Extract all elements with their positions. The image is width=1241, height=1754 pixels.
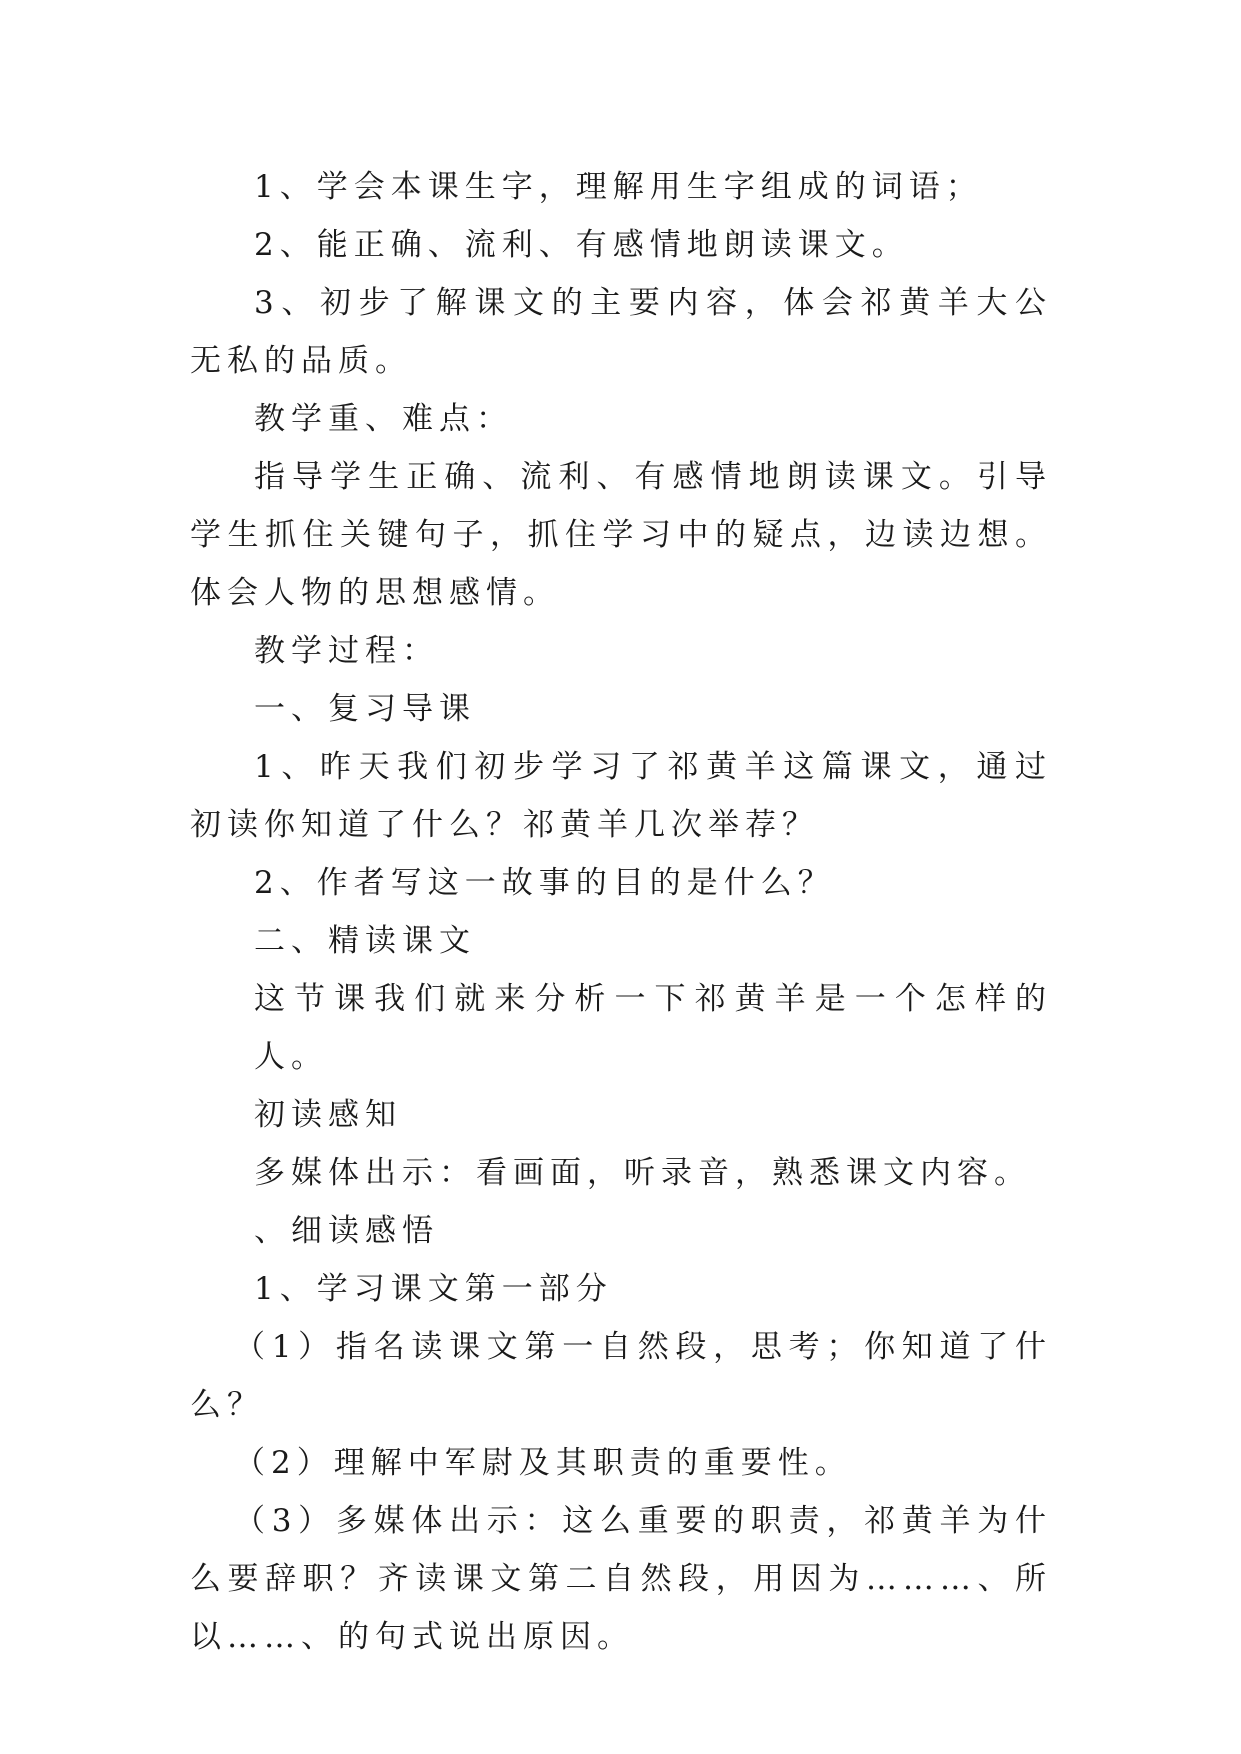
objective-2: 2、能正确、流利、有感情地朗读课文。	[254, 227, 909, 263]
multimedia-instruction: 多媒体出示：看画面，听录音，熟悉课文内容。	[254, 1155, 1031, 1191]
close-reading-intro: 这节课我们就来分析一下祁黄羊是一个怎样的人。	[254, 981, 1052, 1075]
section-heading-process: 教学过程：	[254, 633, 439, 669]
review-question-2: 2、作者写这一故事的目的是什么？	[254, 865, 835, 901]
key-points-text: 指导学生正确、流利、有感情地朗读课文。引导学生抓住关键句子，抓住学习中的疑点，边读边想。体会人物的思想感情。	[190, 459, 1052, 611]
objective-1: 1、学会本课生字，理解用生字组成的词语；	[254, 169, 983, 205]
part-one-heading: 1、学习课文第一部分	[254, 1271, 613, 1307]
part-one-item-3: （3）多媒体出示：这么重要的职责，祁黄羊为什么要辞职？齐读课文第二自然段，用因为………、所以……、的句式说出原因。	[190, 1503, 1052, 1655]
review-question-1: 1、昨天我们初步学习了祁黄羊这篇课文，通过初读你知道了什么？祁黄羊几次举荐？	[190, 749, 1052, 843]
part-one-item-2: （2）理解中军尉及其职责的重要性。	[234, 1445, 852, 1481]
document-body	[190, 158, 1052, 1666]
sub-heading-first-reading: 初读感知	[254, 1097, 402, 1133]
section-heading-key-points: 教学重、难点：	[254, 401, 513, 437]
step-heading-review: 一、复习导课	[254, 691, 476, 727]
step-heading-close-reading: 二、精读课文	[254, 923, 476, 959]
part-one-item-1: （1）指名读课文第一自然段，思考；你知道了什么？	[190, 1329, 1052, 1423]
sub-heading-detailed-reading: 、细读感悟	[254, 1213, 439, 1249]
objective-3: 3、初步了解课文的主要内容，体会祁黄羊大公无私的品质。	[190, 285, 1052, 379]
